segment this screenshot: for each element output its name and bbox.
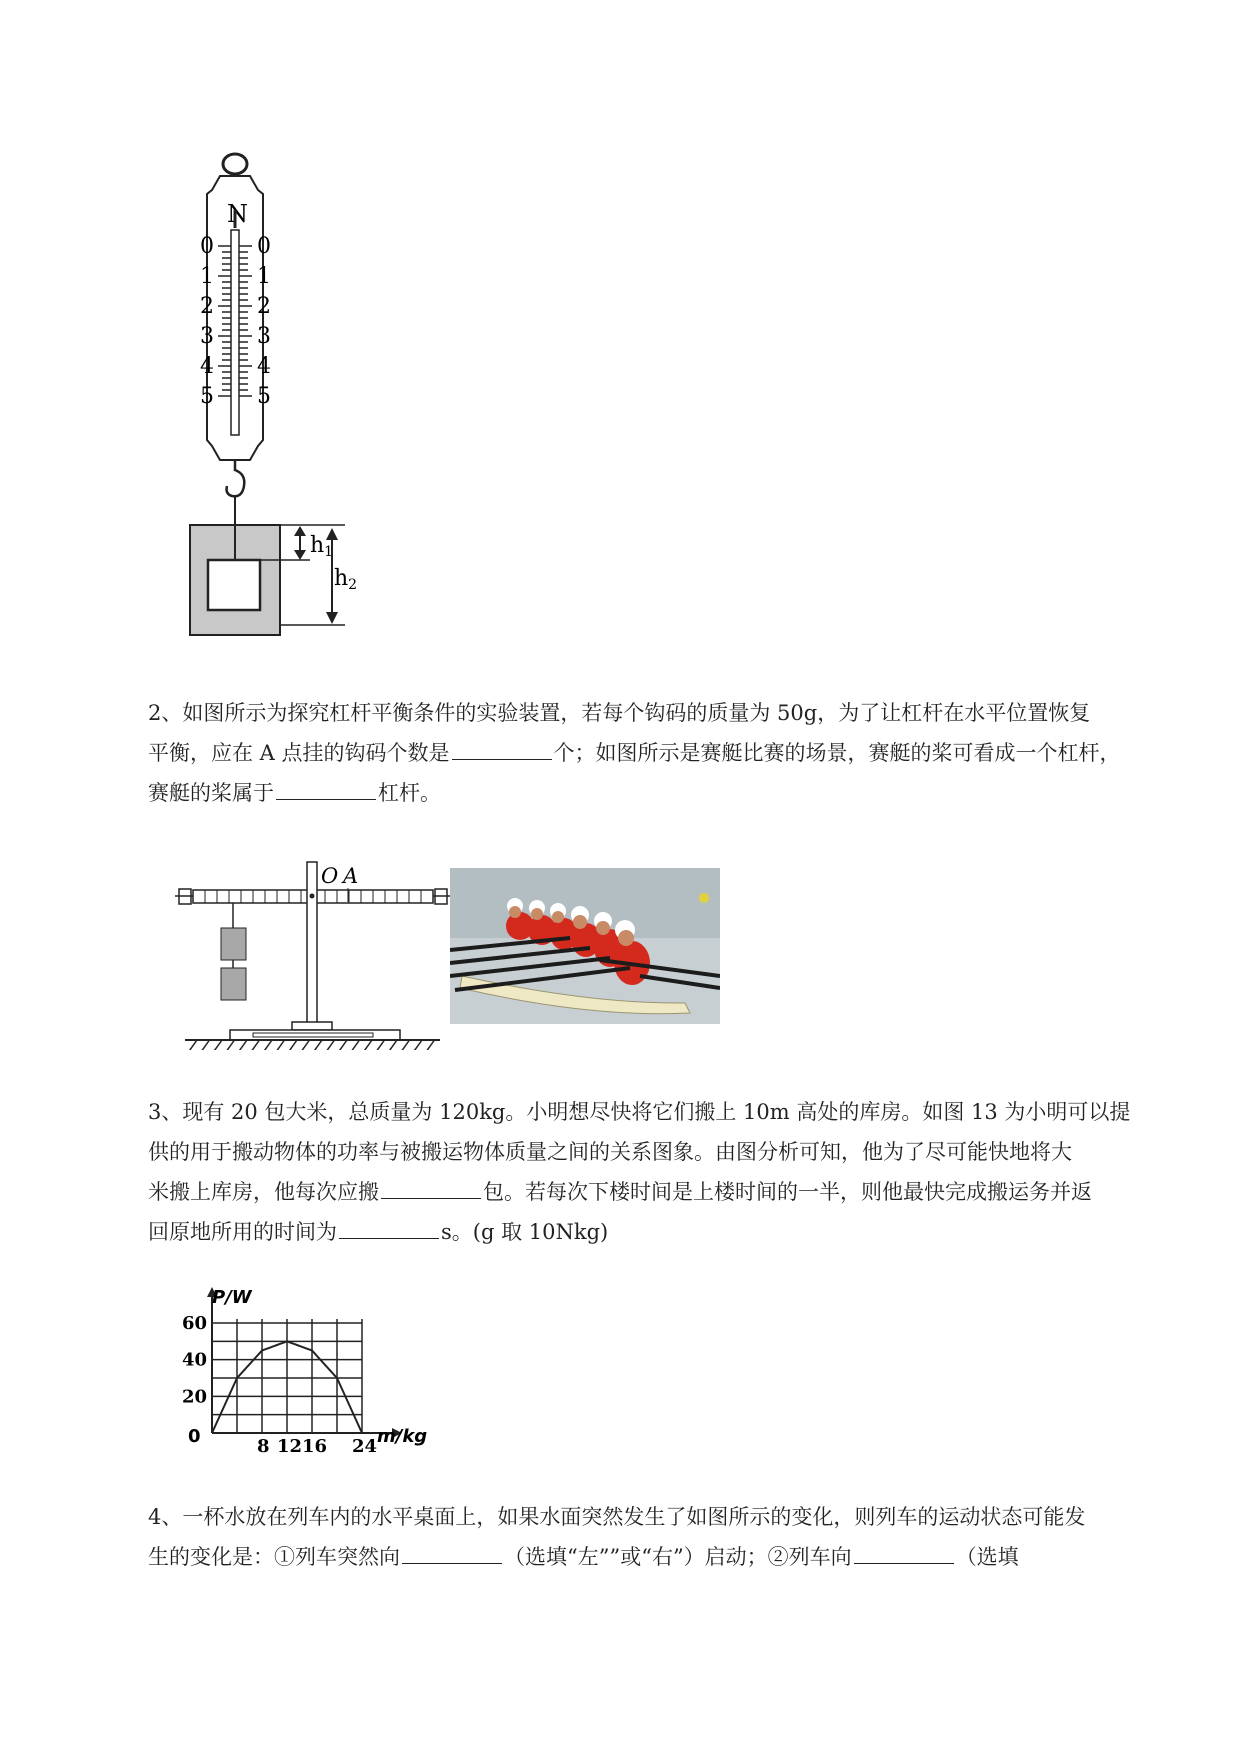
q3-line-1: 3、现有 20 包大米，总质量为 120kg。小明想尽快将它们搬上 10m 高处的库房。如图 13 为小明可以提 bbox=[148, 1100, 1131, 1124]
question-3 bbox=[148, 1092, 1160, 1252]
q4-line-2: 生的变化是：①列车突然向 （选填“左””或“右”）启动；②列车向 （选填 bbox=[148, 1537, 1160, 1577]
hatch-line bbox=[262, 1040, 272, 1050]
submerged-block bbox=[208, 560, 260, 610]
tick-label-left: 4 bbox=[200, 354, 214, 379]
rowing-photo bbox=[450, 868, 720, 1024]
q2-line-1: 2、如图所示为探究杠杆平衡条件的实验装置，若每个钩码的质量为 50g，为了让杠杆在水平位置恢复 bbox=[148, 701, 1091, 725]
hatch-line bbox=[225, 1040, 235, 1050]
hatch-line bbox=[212, 1040, 222, 1050]
y-tick-label: 60 bbox=[182, 1313, 208, 1334]
hatch-line bbox=[287, 1040, 297, 1050]
x-tick-label: 8 bbox=[257, 1436, 270, 1455]
pivot-o bbox=[310, 894, 315, 899]
tick-label-left: 5 bbox=[200, 384, 214, 409]
y-axis-label: P/W bbox=[212, 1287, 252, 1308]
q3-line-3: 米搬上库房，他每次应搬 包。若每次下楼时间是上楼时间的一半，则他最快完成搬运务并返 bbox=[148, 1172, 1160, 1212]
hatch-line bbox=[362, 1040, 372, 1050]
question-4 bbox=[148, 1497, 1160, 1577]
tick-label-right: 2 bbox=[257, 294, 271, 319]
h2-label: h2 bbox=[334, 566, 358, 593]
q3-line-4: 回原地所用的时间为 s。(g 取 10Nkg) bbox=[148, 1212, 1160, 1252]
hatch-line bbox=[400, 1040, 410, 1050]
q2-line-3: 赛艇的桨属于 杠杆。 bbox=[148, 773, 1160, 813]
hatch-line bbox=[425, 1040, 435, 1050]
spring-scale-figure bbox=[180, 150, 380, 660]
label-a: A bbox=[343, 864, 359, 888]
hatch-line bbox=[325, 1040, 335, 1050]
question-2 bbox=[148, 693, 1160, 813]
q4-line-1: 4、一杯水放在列车内的水平桌面上，如果水面突然发生了如图所示的变化，则列车的运动状态可能发 bbox=[148, 1505, 1086, 1529]
scale-ring bbox=[223, 154, 247, 174]
hatch-line bbox=[275, 1040, 285, 1050]
tick-label-right: 1 bbox=[257, 264, 271, 289]
ground-hatch bbox=[187, 1040, 435, 1050]
h1-label: h1 bbox=[310, 533, 334, 560]
hatch-line bbox=[337, 1040, 347, 1050]
unit-label: N bbox=[227, 200, 248, 228]
y-tick-label: 40 bbox=[182, 1349, 208, 1371]
q2-line-2: 平衡，应在 A 点挂的钩码个数是 个；如图所示是赛艇比赛的场景，赛艇的桨可看成一个杠杆， bbox=[148, 733, 1160, 773]
origin-label: 0 bbox=[188, 1426, 201, 1447]
label-o: O bbox=[321, 864, 339, 888]
tick-label-right: 0 bbox=[257, 234, 271, 259]
answer-blank[interactable] bbox=[854, 1541, 954, 1564]
hook-weight bbox=[221, 968, 246, 1000]
tick-label-left: 0 bbox=[200, 234, 214, 259]
y-tick-label: 20 bbox=[182, 1386, 208, 1408]
hatch-line bbox=[312, 1040, 322, 1050]
tick-label-left: 3 bbox=[200, 324, 214, 349]
hatch-line bbox=[200, 1040, 210, 1050]
tick-label-left: 2 bbox=[200, 294, 214, 319]
hook-weight bbox=[221, 928, 246, 960]
answer-blank[interactable] bbox=[339, 1216, 439, 1239]
tick-label-right: 4 bbox=[257, 354, 271, 379]
q3-line-2: 供的用于搬动物体的功率与被搬运物体质量之间的关系图象。由图分析可知，他为了尽可能快地将大 bbox=[148, 1140, 1072, 1164]
x-tick-label: 16 bbox=[302, 1436, 328, 1455]
hatch-line bbox=[412, 1040, 422, 1050]
x-tick-label: 24 bbox=[352, 1436, 378, 1455]
answer-blank[interactable] bbox=[381, 1176, 481, 1199]
tick-label-left: 1 bbox=[200, 264, 214, 289]
tick-label-right: 3 bbox=[257, 324, 271, 349]
answer-blank[interactable] bbox=[402, 1541, 502, 1564]
lever-figure bbox=[175, 850, 455, 1050]
chart-grid bbox=[212, 1319, 362, 1433]
answer-blank[interactable] bbox=[276, 777, 376, 800]
hatch-line bbox=[237, 1040, 247, 1050]
hatch-line bbox=[350, 1040, 360, 1050]
x-tick-label: 12 bbox=[277, 1436, 303, 1455]
answer-blank[interactable] bbox=[452, 737, 552, 760]
power-mass-chart bbox=[170, 1285, 450, 1455]
x-axis-label: m/kg bbox=[377, 1426, 428, 1447]
hatch-line bbox=[300, 1040, 310, 1050]
lever-stand bbox=[307, 862, 317, 1032]
tick-label-right: 5 bbox=[257, 384, 271, 409]
hatch-line bbox=[187, 1040, 197, 1050]
scale-rod bbox=[231, 230, 239, 435]
scale-hook bbox=[227, 460, 245, 496]
hatch-line bbox=[375, 1040, 385, 1050]
hatch-line bbox=[250, 1040, 260, 1050]
hatch-line bbox=[387, 1040, 397, 1050]
